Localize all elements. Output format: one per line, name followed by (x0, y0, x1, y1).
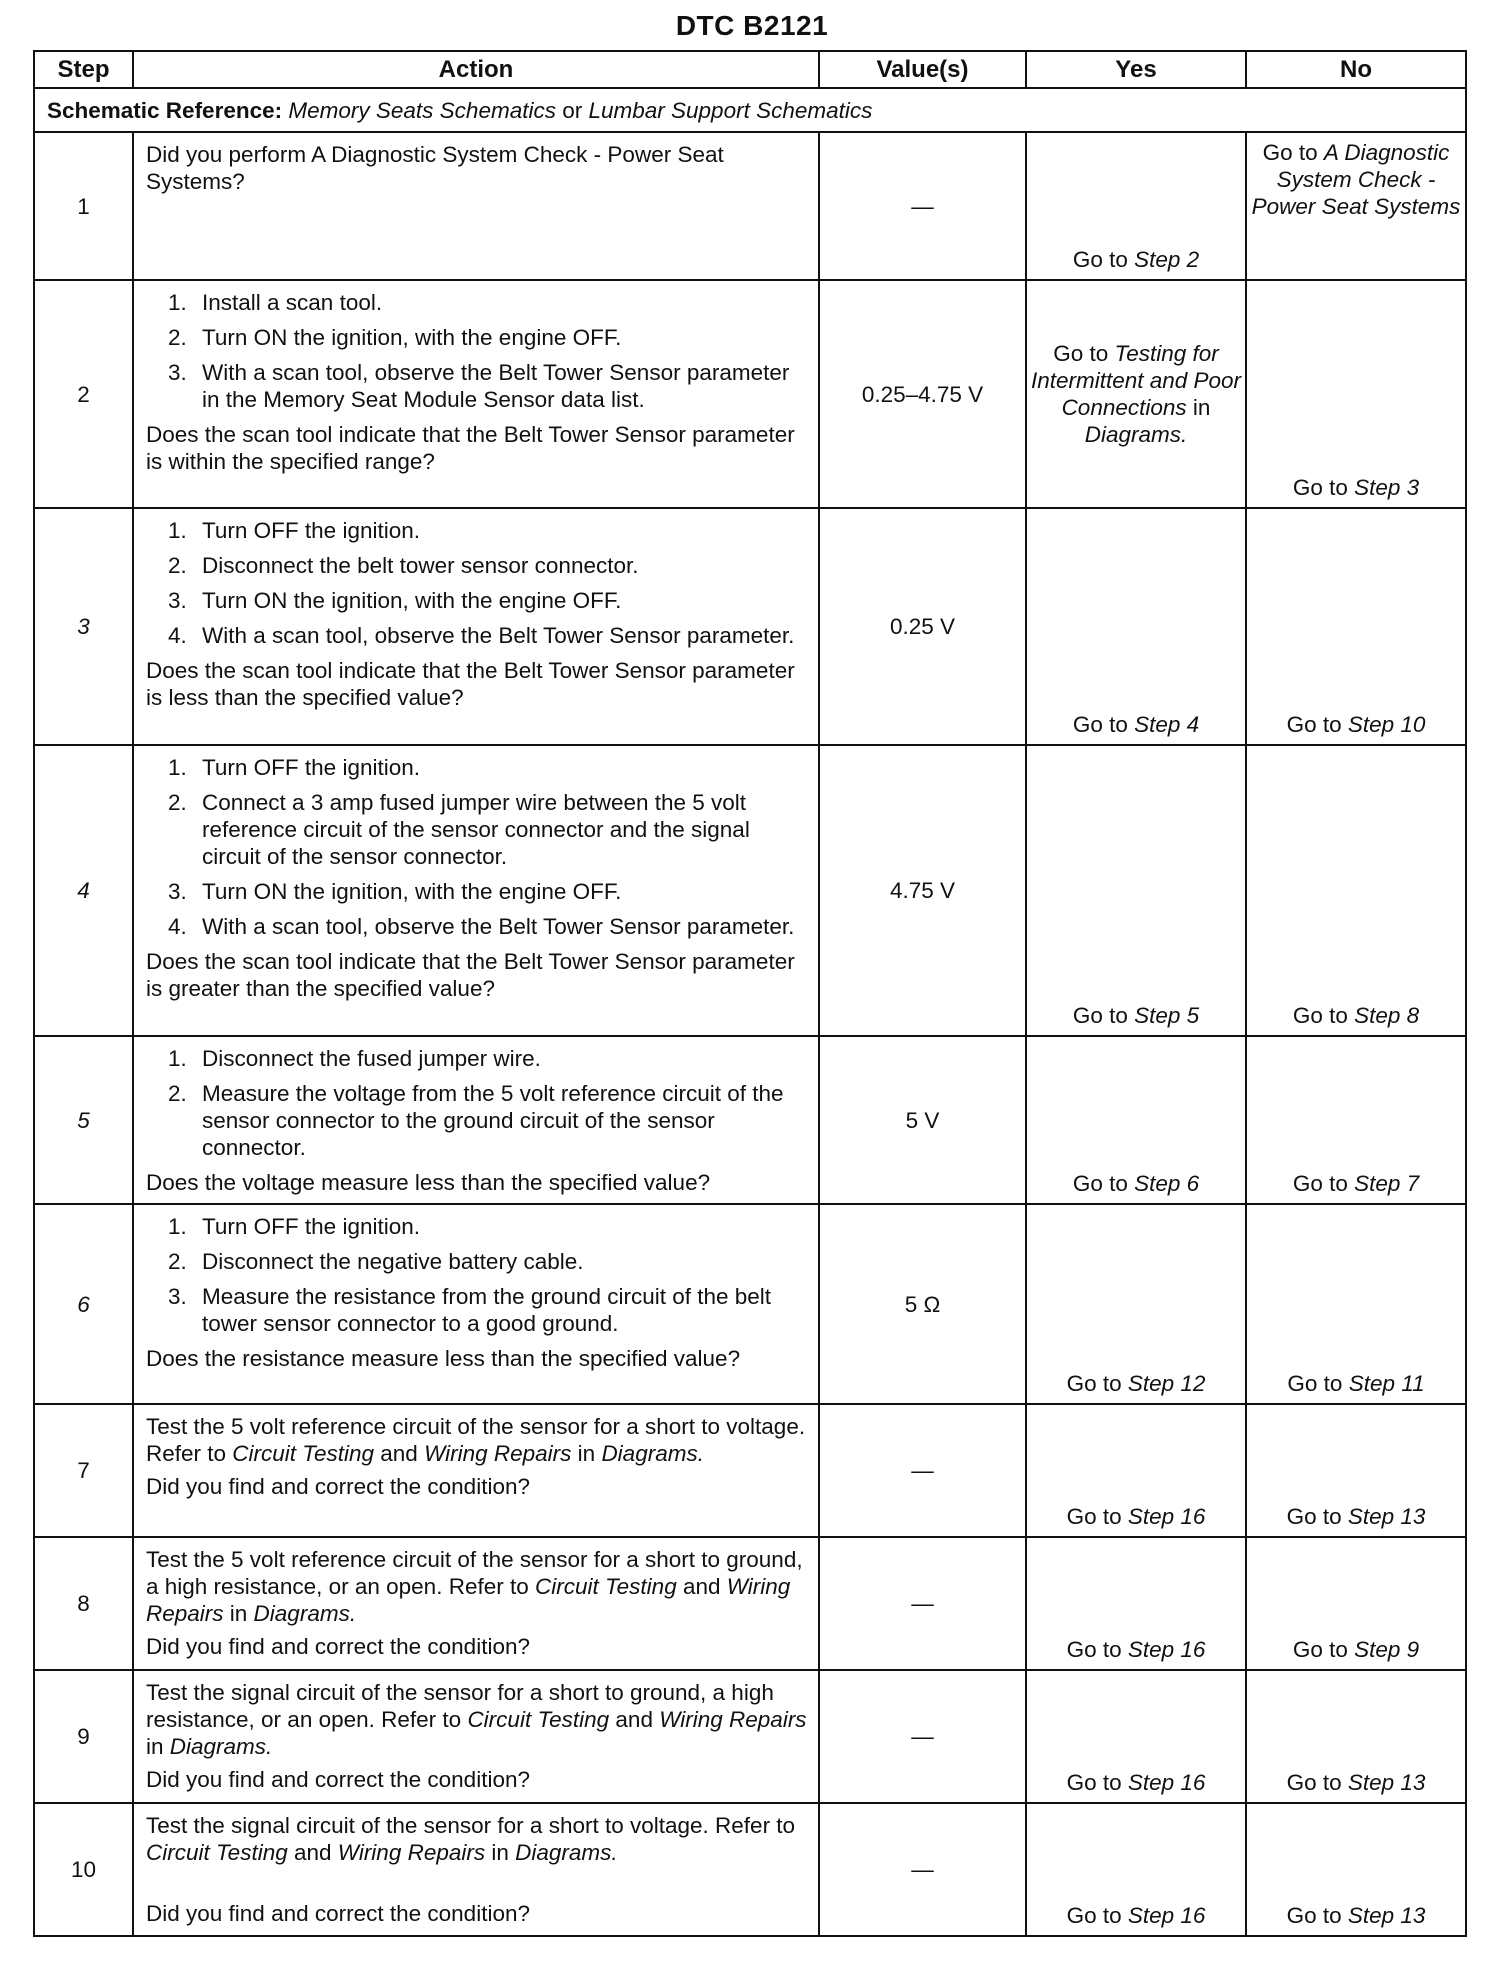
header-values: Value(s) (819, 51, 1026, 88)
yes-cell: Go to Step 5 (1026, 745, 1246, 1036)
header-row (34, 51, 1466, 88)
no-cell: Go to Step 13 (1246, 1404, 1466, 1537)
no-cell: Go to Step 10 (1246, 508, 1466, 745)
list-item: 2. Turn ON the ignition, with the engine OFF. (168, 325, 622, 350)
yes-cell: Go to Testing for Intermittent and Poor Connections in Diagrams. (1026, 280, 1246, 508)
value-cell: — (819, 1670, 1026, 1803)
value-cell: 5 V (819, 1036, 1026, 1204)
value-cell: — (819, 1803, 1026, 1936)
list-item: 2. Disconnect the negative battery cable. (168, 1249, 584, 1274)
yes-cell: Go to Step 16 (1026, 1404, 1246, 1537)
value-cell: — (819, 132, 1026, 280)
step-number: 2 (34, 280, 133, 508)
value-cell: 5 Ω (819, 1204, 1026, 1404)
action-list (146, 1213, 812, 1337)
no-cell: Go to Step 3 (1246, 280, 1466, 508)
step-number: 4 (34, 745, 133, 1036)
value-cell: 4.75 V (819, 745, 1026, 1036)
step-number: 6 (34, 1204, 133, 1404)
no-cell: Go to Step 9 (1246, 1537, 1466, 1670)
yes-cell: Go to Step 6 (1026, 1036, 1246, 1204)
action-cell (133, 1670, 819, 1803)
action-text: Test the 5 volt reference circuit of the sensor for a short to ground, a high resistance, or an open. Refer to Circuit Testing and Wiring Repairs in Diagrams. (146, 1547, 803, 1626)
table-row (34, 1404, 1466, 1537)
list-item: 3. Turn ON the ignition, with the engine OFF. (168, 879, 622, 904)
list-item: 2. Connect a 3 amp fused jumper wire between the 5 volt reference circuit of the sensor connector and the signal circuit of the sensor connector. (168, 790, 750, 869)
action-question: Did you find and correct the condition? (146, 1767, 530, 1792)
step-number: 1 (34, 132, 133, 280)
list-item: 1. Turn OFF the ignition. (168, 755, 421, 780)
action-cell (133, 1036, 819, 1204)
yes-cell: Go to Step 16 (1026, 1537, 1246, 1670)
action-cell (133, 1537, 819, 1670)
page-title: DTC B2121 (675, 10, 829, 41)
action-question: Does the scan tool indicate that the Belt Tower Sensor parameter is within the specified range? (146, 422, 795, 474)
no-cell: Go to Step 7 (1246, 1036, 1466, 1204)
step-number: 7 (34, 1404, 133, 1537)
action-question: Does the voltage measure less than the specified value? (146, 1170, 711, 1195)
list-item: 3. Turn ON the ignition, with the engine OFF. (168, 588, 622, 613)
list-item: 3. With a scan tool, observe the Belt Tower Sensor parameter in the Memory Seat Module Sensor data list. (168, 360, 790, 412)
no-cell: Go to A Diagnostic System Check - Power Seat Systems (1246, 132, 1466, 280)
no-cell: Go to Step 11 (1246, 1204, 1466, 1404)
action-question: Did you perform A Diagnostic System Check - Power Seat Systems? (146, 142, 724, 194)
action-question: Did you find and correct the condition? (146, 1634, 530, 1659)
action-question: Does the scan tool indicate that the Belt Tower Sensor parameter is greater than the specified value? (146, 949, 795, 1001)
list-item: 1. Disconnect the fused jumper wire. (168, 1046, 541, 1071)
step-number: 5 (34, 1036, 133, 1204)
header-action: Action (133, 51, 819, 88)
list-item: 2. Disconnect the belt tower sensor connector. (168, 553, 639, 578)
action-question: Does the scan tool indicate that the Belt Tower Sensor parameter is less than the specified value? (146, 658, 795, 710)
action-question: Did you find and correct the condition? (146, 1901, 530, 1926)
header-no: No (1246, 51, 1466, 88)
value-cell: 0.25–4.75 V (819, 280, 1026, 508)
yes-cell: Go to Step 16 (1026, 1803, 1246, 1936)
table-row (34, 1204, 1466, 1404)
no-cell: Go to Step 8 (1246, 745, 1466, 1036)
schematic-row (34, 88, 1466, 132)
table-row (34, 132, 1466, 280)
action-question: Does the resistance measure less than the specified value? (146, 1346, 741, 1371)
action-cell (133, 1204, 819, 1404)
action-list (146, 517, 812, 649)
step-number: 3 (34, 508, 133, 745)
value-cell: — (819, 1537, 1026, 1670)
yes-cell: Go to Step 16 (1026, 1670, 1246, 1803)
list-item: 4. With a scan tool, observe the Belt Tower Sensor parameter. (168, 623, 795, 648)
action-cell (133, 745, 819, 1036)
table-row (34, 1036, 1466, 1204)
action-cell (133, 132, 819, 280)
value-cell: — (819, 1404, 1026, 1537)
table-row (34, 1537, 1466, 1670)
no-cell: Go to Step 13 (1246, 1803, 1466, 1936)
action-text: Test the signal circuit of the sensor for a short to ground, a high resistance, or an open. Refer to Circuit Testing and Wiring Repairs in Diagrams. (146, 1680, 807, 1759)
step-number: 8 (34, 1537, 133, 1670)
list-item: 1. Turn OFF the ignition. (168, 1214, 421, 1239)
table-row (34, 745, 1466, 1036)
action-text: Test the 5 volt reference circuit of the sensor for a short to voltage. Refer to Circuit Testing and Wiring Repairs in Diagrams. (146, 1414, 806, 1466)
action-text: Test the signal circuit of the sensor for a short to voltage. Refer to Circuit Testing and Wiring Repairs in Diagrams. (146, 1813, 796, 1865)
step-number: 9 (34, 1670, 133, 1803)
list-item: 1. Turn OFF the ignition. (168, 518, 421, 543)
action-question: Did you find and correct the condition? (146, 1474, 530, 1499)
action-cell (133, 1803, 819, 1936)
table-row (34, 508, 1466, 745)
schematic-ref-lumbar-support: Lumbar Support Schematics (588, 97, 873, 123)
list-item: 1. Install a scan tool. (168, 290, 383, 315)
step-number: 10 (34, 1803, 133, 1936)
yes-cell: Go to Step 4 (1026, 508, 1246, 745)
table-row (34, 280, 1466, 508)
no-cell: Go to Step 13 (1246, 1670, 1466, 1803)
table-row (34, 1670, 1466, 1803)
yes-cell: Go to Step 12 (1026, 1204, 1246, 1404)
action-list (146, 1045, 812, 1161)
action-list (146, 754, 812, 940)
list-item: 2. Measure the voltage from the 5 volt reference circuit of the sensor connector to the ground circuit of the sensor connector. (168, 1081, 784, 1160)
action-cell (133, 508, 819, 745)
schematic-reference: Schematic Reference: Memory Seats Schematics or Lumbar Support Schematics (34, 88, 1466, 132)
schematic-ref-memory-seats: Memory Seats Schematics (288, 97, 556, 123)
action-list (146, 289, 812, 413)
list-item: 3. Measure the resistance from the ground circuit of the belt tower sensor connector to a good ground. (168, 1284, 772, 1336)
list-item: 4. With a scan tool, observe the Belt Tower Sensor parameter. (168, 914, 795, 939)
value-cell: 0.25 V (819, 508, 1026, 745)
yes-cell: Go to Step 2 (1026, 132, 1246, 280)
header-yes: Yes (1026, 51, 1246, 88)
table-row (34, 1803, 1466, 1936)
action-cell (133, 280, 819, 508)
action-cell (133, 1404, 819, 1537)
diagnostic-table (33, 50, 1467, 1937)
header-step: Step (34, 51, 133, 88)
